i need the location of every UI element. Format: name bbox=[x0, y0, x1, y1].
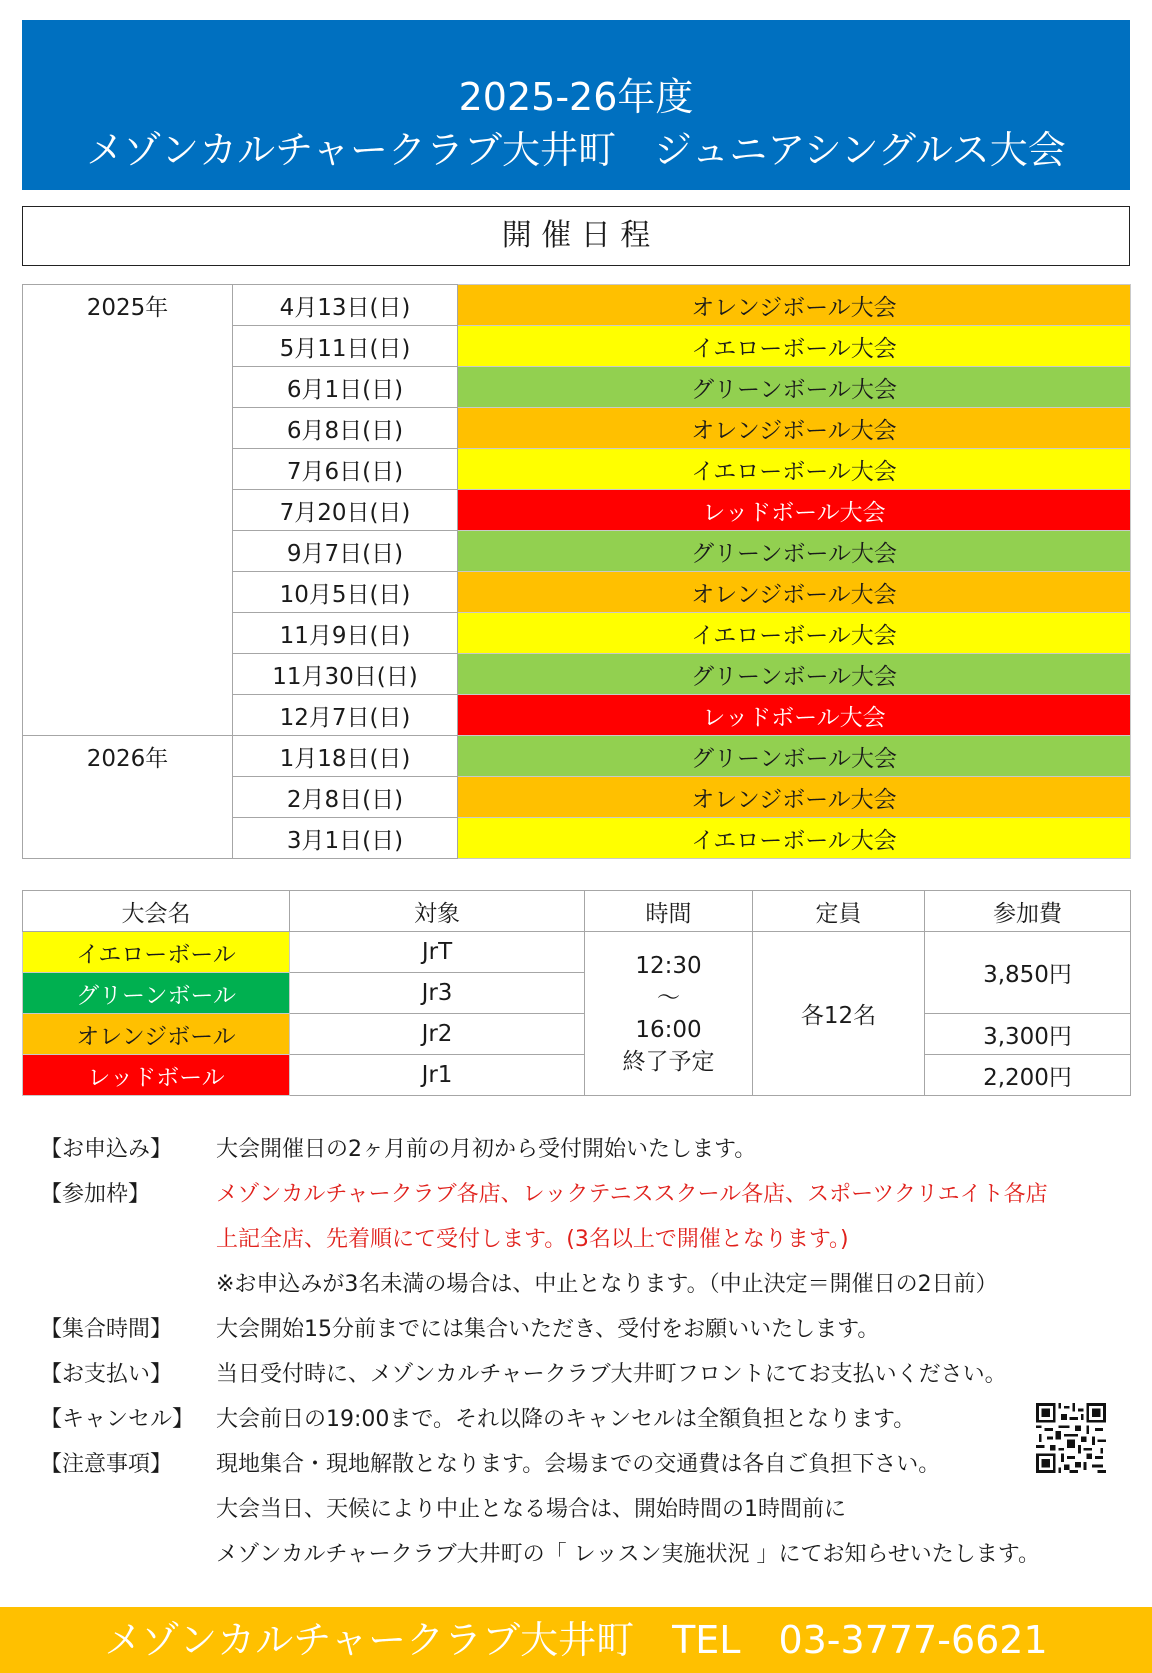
schedule-year bbox=[23, 613, 233, 654]
time-cell bbox=[585, 932, 753, 1096]
schedule-date: 6月8日(日) bbox=[233, 408, 458, 449]
note-text-quota-1: メゾンカルチャークラブ各店、レックテニススクール各店、スポーツクリエイト各店 bbox=[216, 1182, 1048, 1207]
schedule-year bbox=[23, 367, 233, 408]
header-title-name: メゾンカルチャークラブ大井町 ジュニアシングルス大会 bbox=[86, 128, 1066, 172]
schedule-row bbox=[23, 367, 1131, 408]
note-text-meet: 大会開始15分前までには集合いただき、受付をお願いいたします。 bbox=[216, 1317, 880, 1342]
note-caution-cont bbox=[40, 1487, 1040, 1532]
schedule-row bbox=[23, 736, 1131, 777]
note-text-pay: 当日受付時に、メゾンカルチャークラブ大井町フロントにてお支払いください。 bbox=[216, 1362, 1007, 1387]
note-text-caution-2: 大会当日、天候により中止となる場合は、開始時間の1時間前に bbox=[216, 1497, 846, 1522]
schedule-event: イエローボール大会 bbox=[458, 326, 1131, 367]
schedule-year bbox=[23, 531, 233, 572]
schedule-row bbox=[23, 449, 1131, 490]
schedule-date: 12月7日(日) bbox=[233, 695, 458, 736]
note-text-caution-1: 現地集合・現地解散となります。会場までの交通費は各自ご負担下さい。 bbox=[216, 1452, 941, 1477]
schedule-event: レッドボール大会 bbox=[458, 695, 1131, 736]
schedule-event: オレンジボール大会 bbox=[458, 572, 1131, 613]
schedule-row bbox=[23, 572, 1131, 613]
schedule-year bbox=[23, 326, 233, 367]
time-start: 12:30 bbox=[635, 952, 702, 979]
fee-yellow-green: 3,850円 bbox=[925, 932, 1131, 1014]
header-capacity: 定員 bbox=[753, 891, 925, 932]
note-label-meet: 【集合時間】 bbox=[40, 1317, 173, 1342]
note-quota-cont bbox=[40, 1217, 1040, 1262]
schedule-row bbox=[23, 531, 1131, 572]
note-caution bbox=[40, 1442, 1040, 1487]
target-jrt: JrT bbox=[290, 932, 585, 973]
schedule-year bbox=[23, 572, 233, 613]
header-name: 大会名 bbox=[23, 891, 290, 932]
schedule-date: 3月1日(日) bbox=[233, 818, 458, 859]
class-orange: オレンジボール bbox=[23, 1014, 290, 1055]
header-time: 時間 bbox=[585, 891, 753, 932]
note-label-cancel: 【キャンセル】 bbox=[40, 1407, 195, 1432]
schedule-date: 9月7日(日) bbox=[233, 531, 458, 572]
schedule-year bbox=[23, 408, 233, 449]
schedule-event: グリーンボール大会 bbox=[458, 654, 1131, 695]
schedule-row bbox=[23, 285, 1131, 326]
schedule-table bbox=[22, 284, 1131, 859]
schedule-year bbox=[23, 695, 233, 736]
schedule-row bbox=[23, 408, 1131, 449]
time-note: 終了予定 bbox=[622, 1048, 715, 1075]
schedule-year bbox=[23, 777, 233, 818]
note-text-caution-3: メゾンカルチャークラブ大井町の「 レッスン実施状況 」にてお知らせいたします。 bbox=[216, 1542, 1041, 1567]
target-jr2: Jr2 bbox=[290, 1014, 585, 1055]
note-text-quota-2: 上記全店、先着順にて受付します。(3名以上で開催となります。) bbox=[216, 1227, 849, 1252]
schedule-event: イエローボール大会 bbox=[458, 818, 1131, 859]
schedule-year bbox=[23, 818, 233, 859]
note-label-apply: 【お申込み】 bbox=[40, 1137, 173, 1162]
schedule-date: 10月5日(日) bbox=[233, 572, 458, 613]
class-yellow: イエローボール bbox=[23, 932, 290, 973]
schedule-event: グリーンボール大会 bbox=[458, 736, 1131, 777]
schedule-row bbox=[23, 613, 1131, 654]
capacity-cell: 各12名 bbox=[753, 932, 925, 1096]
schedule-event: オレンジボール大会 bbox=[458, 777, 1131, 818]
fee-table bbox=[22, 890, 1131, 1096]
schedule-row bbox=[23, 695, 1131, 736]
note-label-caution: 【注意事項】 bbox=[40, 1452, 173, 1477]
header-title-year: 2025-26年度 bbox=[458, 75, 694, 119]
note-meet bbox=[40, 1307, 1040, 1352]
schedule-row bbox=[23, 490, 1131, 531]
schedule-event: イエローボール大会 bbox=[458, 613, 1131, 654]
schedule-date: 6月1日(日) bbox=[233, 367, 458, 408]
schedule-event: グリーンボール大会 bbox=[458, 367, 1131, 408]
schedule-year bbox=[23, 654, 233, 695]
note-label-quota: 【参加枠】 bbox=[40, 1182, 151, 1207]
schedule-event: イエローボール大会 bbox=[458, 449, 1131, 490]
schedule-event: オレンジボール大会 bbox=[458, 285, 1131, 326]
schedule-date: 4月13日(日) bbox=[233, 285, 458, 326]
fee-orange: 3,300円 bbox=[925, 1014, 1131, 1055]
note-label-pay: 【お支払い】 bbox=[40, 1362, 173, 1387]
header-target: 対象 bbox=[290, 891, 585, 932]
fee-row bbox=[23, 932, 1131, 973]
fee-row bbox=[23, 1014, 1131, 1055]
class-green: グリーンボール bbox=[23, 973, 290, 1014]
schedule-date: 11月9日(日) bbox=[233, 613, 458, 654]
time-tilde: ～ bbox=[657, 984, 680, 1011]
fee-red: 2,200円 bbox=[925, 1055, 1131, 1096]
notes-section bbox=[40, 1127, 1048, 1577]
schedule-year bbox=[23, 490, 233, 531]
schedule-event: グリーンボール大会 bbox=[458, 531, 1131, 572]
schedule-event: レッドボール大会 bbox=[458, 490, 1131, 531]
note-text-apply: 大会開催日の2ヶ月前の月初から受付開始いたします。 bbox=[216, 1137, 757, 1162]
schedule-heading: 開 催 日 程 bbox=[22, 206, 1130, 266]
schedule-date: 7月6日(日) bbox=[233, 449, 458, 490]
schedule-row bbox=[23, 654, 1131, 695]
note-quota-cont bbox=[40, 1262, 1040, 1307]
target-jr1: Jr1 bbox=[290, 1055, 585, 1096]
schedule-row bbox=[23, 326, 1131, 367]
note-quota bbox=[40, 1172, 1048, 1217]
note-text-cancel: 大会前日の19:00まで。それ以降のキャンセルは全額負担となります。 bbox=[216, 1407, 916, 1432]
qr-code-icon[interactable] bbox=[1036, 1403, 1106, 1473]
header-fee: 参加費 bbox=[925, 891, 1131, 932]
schedule-year: 2026年 bbox=[23, 736, 233, 777]
schedule-date: 5月11日(日) bbox=[233, 326, 458, 367]
schedule-row bbox=[23, 777, 1131, 818]
schedule-date: 11月30日(日) bbox=[233, 654, 458, 695]
note-text-quota-3: ※お申込みが3名未満の場合は、中止となります。（中止決定＝開催日の2日前） bbox=[216, 1272, 998, 1297]
schedule-date: 7月20日(日) bbox=[233, 490, 458, 531]
time-end: 16:00 bbox=[635, 1016, 702, 1043]
note-apply bbox=[40, 1127, 1040, 1172]
schedule-date: 2月8日(日) bbox=[233, 777, 458, 818]
fee-row bbox=[23, 1055, 1131, 1096]
schedule-year: 2025年 bbox=[23, 285, 233, 326]
footer-contact: メゾンカルチャークラブ大井町 TEL 03-3777-6621 bbox=[0, 1607, 1152, 1673]
note-pay bbox=[40, 1352, 1040, 1397]
target-jr3: Jr3 bbox=[290, 973, 585, 1014]
note-cancel bbox=[40, 1397, 1040, 1442]
class-red: レッドボール bbox=[23, 1055, 290, 1096]
schedule-year bbox=[23, 449, 233, 490]
header-banner bbox=[22, 20, 1130, 190]
fee-header-row bbox=[23, 891, 1131, 932]
schedule-event: オレンジボール大会 bbox=[458, 408, 1131, 449]
note-caution-cont bbox=[40, 1532, 1040, 1577]
schedule-date: 1月18日(日) bbox=[233, 736, 458, 777]
schedule-row bbox=[23, 818, 1131, 859]
